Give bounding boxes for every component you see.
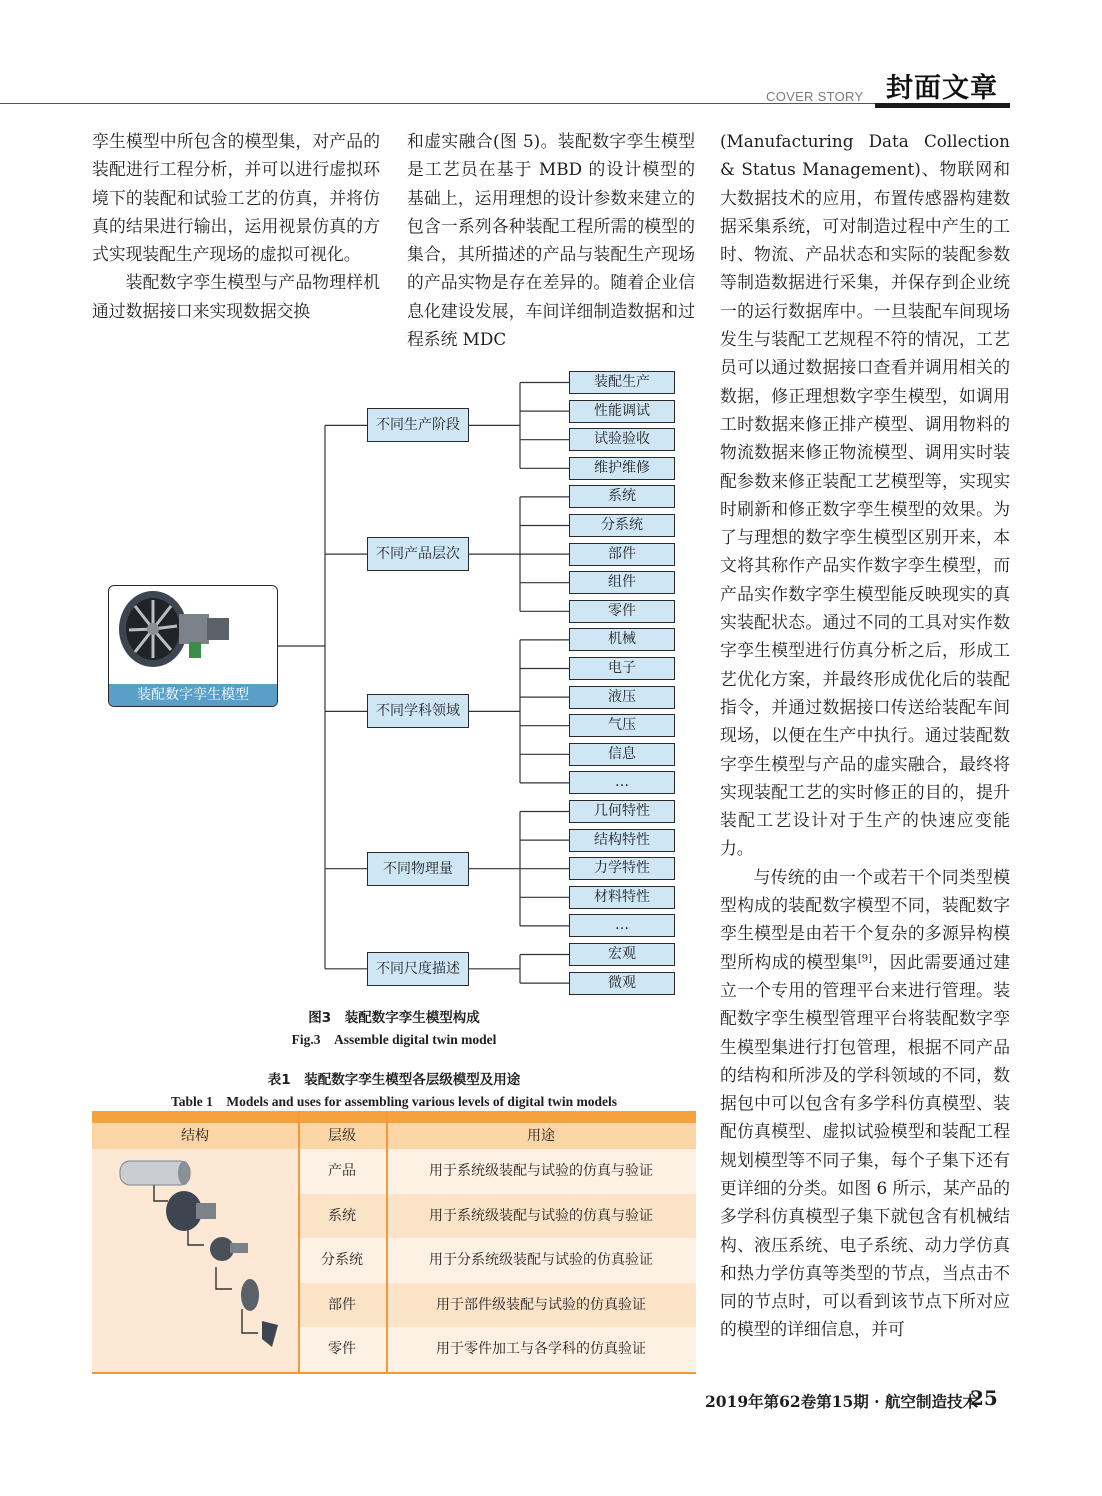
- leaf-node: 材料特性: [569, 886, 675, 909]
- table-divider-1: [298, 1111, 300, 1372]
- category-node: 不同学科领域: [367, 694, 469, 728]
- table-top-bar: [92, 1111, 696, 1123]
- page-number: 25: [970, 1386, 998, 1410]
- table-1-caption-cn: 表1 装配数字孪生模型各层级模型及用途: [267, 1072, 521, 1088]
- section-label-en: COVER STORY: [766, 89, 864, 104]
- leaf-node: 结构特性: [569, 829, 675, 852]
- figure-3-caption-cn: 图3 装配数字孪生模型构成: [308, 1010, 480, 1026]
- paragraph: (Manufacturing Data Collection & Status Management)、物联网和大数据技术的应用，布置传感器构建数据采集系统，可对制造过程中产生的工时、物流、产品状态和实际的装配参数等制造数据进行采集，并保存到企业统一的运行数据库中。一旦装配车间现场发生与装配工艺规程不符的情况，工艺员可以通过数据接口查看并调用相关的数据，修正理想数字孪生模型，如调用工时数据来修正排产模型、调用物料的物流数据来修正物流模型、调用实时装配参数来修正装配工艺模型等，实现实时刷新和修正数字孪生模型的效果。为了与理想的数字孪生模型区别开来，本文将其称作产品实作数字孪生模型，而产品实作数字孪生模型能反映现实的真实装配状态。通过不同的工具对实作数字孪生模型进行仿真分析之后，形成工艺优化方案，并最终形成优化后的装配指令，并通过数据接口传送给装配车间现场，以便在生产中执行。通过装配数字孪生模型与产品的虚实融合，最终将实现装配工艺的实时修正的目的，提升装配工艺设计对于生产的快速应变能力。: [720, 131, 1010, 859]
- leaf-node: 液压: [569, 686, 675, 709]
- text-column-left: [92, 127, 380, 325]
- leaf-node: 部件: [569, 543, 675, 566]
- table-divider-2: [386, 1111, 388, 1372]
- table-row: [298, 1238, 696, 1283]
- category-node: 不同物理量: [367, 852, 469, 886]
- paragraph: 装配数字孪生模型与产品物理样机通过数据接口来实现数据交换: [92, 272, 380, 321]
- leaf-node: 系统: [569, 485, 675, 508]
- table-row: [298, 1194, 696, 1239]
- root-node: [108, 585, 278, 707]
- reference-mark: [9]: [857, 953, 873, 965]
- leaf-node: 信息: [569, 743, 675, 766]
- table-row: [298, 1149, 696, 1194]
- category-node: 不同产品层次: [367, 537, 469, 571]
- table-header-use: 用途: [527, 1128, 555, 1144]
- table-row: [298, 1327, 696, 1372]
- table-structure-cell: [92, 1149, 298, 1372]
- leaf-node: 电子: [569, 657, 675, 680]
- leaf-node: 气压: [569, 714, 675, 737]
- table-cell-level: 部件: [328, 1296, 356, 1313]
- leaf-node: …: [569, 914, 675, 937]
- table-cell-use: 用于系统级装配与试验的仿真与验证: [429, 1207, 653, 1224]
- table-header-level: 层级: [328, 1128, 356, 1144]
- table-1: [92, 1111, 696, 1372]
- category-node: 不同生产阶段: [367, 408, 469, 442]
- section-label-cn: 封面文章: [886, 73, 998, 104]
- journal-footer: 2019年第62卷第15期 · 航空制造技术: [705, 1392, 978, 1411]
- table-cell-level: 零件: [328, 1341, 356, 1358]
- category-node: 不同尺度描述: [367, 952, 469, 986]
- engine-icon: [109, 586, 239, 672]
- table-cell-use: 用于分系统级装配与试验的仿真验证: [429, 1252, 653, 1269]
- leaf-node: 试验验收: [569, 428, 675, 451]
- table-1-caption-en: Table 1 Models and uses for assembling various levels of digital twin models: [171, 1094, 617, 1109]
- leaf-node: 分系统: [569, 514, 675, 537]
- text-column-right: [720, 127, 1010, 1344]
- paragraph: 孪生模型中所包含的模型集，对产品的装配进行工程分析，并可以进行虚拟环境下的装配和试验工艺的仿真，并将仿真的结果进行输出，运用视景仿真的方式实现装配生产现场的虚拟可视化。: [92, 131, 380, 265]
- root-label: 装配数字孪生模型: [109, 684, 277, 706]
- table-cell-level: 产品: [328, 1163, 356, 1179]
- leaf-node: 组件: [569, 571, 675, 594]
- leaf-node: …: [569, 771, 675, 794]
- table-cell-use: 用于部件级装配与试验的仿真验证: [436, 1296, 646, 1313]
- table-cell-use: 用于系统级装配与试验的仿真与验证: [429, 1163, 653, 1179]
- table-cell-level: 系统: [328, 1207, 356, 1224]
- table-row: [298, 1283, 696, 1328]
- header-rule: [0, 103, 875, 104]
- table-cell-level: 分系统: [321, 1252, 363, 1269]
- leaf-node: 微观: [569, 972, 675, 995]
- figure-3-diagram: [100, 365, 700, 1000]
- table-header-structure: 结构: [181, 1128, 209, 1144]
- leaf-node: 零件: [569, 600, 675, 623]
- structure-hierarchy-icon: [92, 1149, 298, 1372]
- text-column-middle: [407, 127, 695, 353]
- table-cell-use: 用于零件加工与各学科的仿真验证: [436, 1341, 646, 1358]
- figure-3-caption-en: Fig.3 Assemble digital twin model: [291, 1032, 497, 1047]
- paragraph: 和虚实融合(图 5)。装配数字孪生模型是工艺员在基于 MBD 的设计模型的基础上，运用理想的设计参数来建立的包含一系列各种装配工程所需的模型的集合，其所描述的产品与装配生产现场的产品实物是存在差异的。随着企业信息化建设发展，车间详细制造数据和过程系统 MDC: [407, 131, 695, 350]
- paragraph: 与传统的由一个或若干个同类型模型构成的装配数字模型不同，装配数字孪生模型是由若干个复杂的多源异构模型所构成的模型集[9]，因此需要通过建立一个专用的管理平台来进行管理。装配数字孪生模型管理平台将装配数字孪生模型集进行打包管理，根据不同产品的结构和所涉及的学科领域的不同，数据包中可以包含有多学科仿真模型、装配仿真模型、虚拟试验模型和装配工程规划模型等不同子集，每个子集下还有更详细的分类。如图 6 所示，某产品的多学科仿真模型子集下就包含有机械结构、液压系统、电子系统、动力学仿真和热力学仿真等类型的节点，当点击不同的节点时，可以看到该节点下所对应的模型的详细信息，并可: [720, 866, 1010, 1340]
- leaf-node: 宏观: [569, 943, 675, 966]
- leaf-node: 性能调试: [569, 400, 675, 423]
- leaf-node: 机械: [569, 628, 675, 651]
- leaf-node: 装配生产: [569, 371, 675, 394]
- leaf-node: 力学特性: [569, 857, 675, 880]
- leaf-node: 几何特性: [569, 800, 675, 823]
- leaf-node: 维护维修: [569, 457, 675, 480]
- table-bottom-rule: [92, 1372, 696, 1374]
